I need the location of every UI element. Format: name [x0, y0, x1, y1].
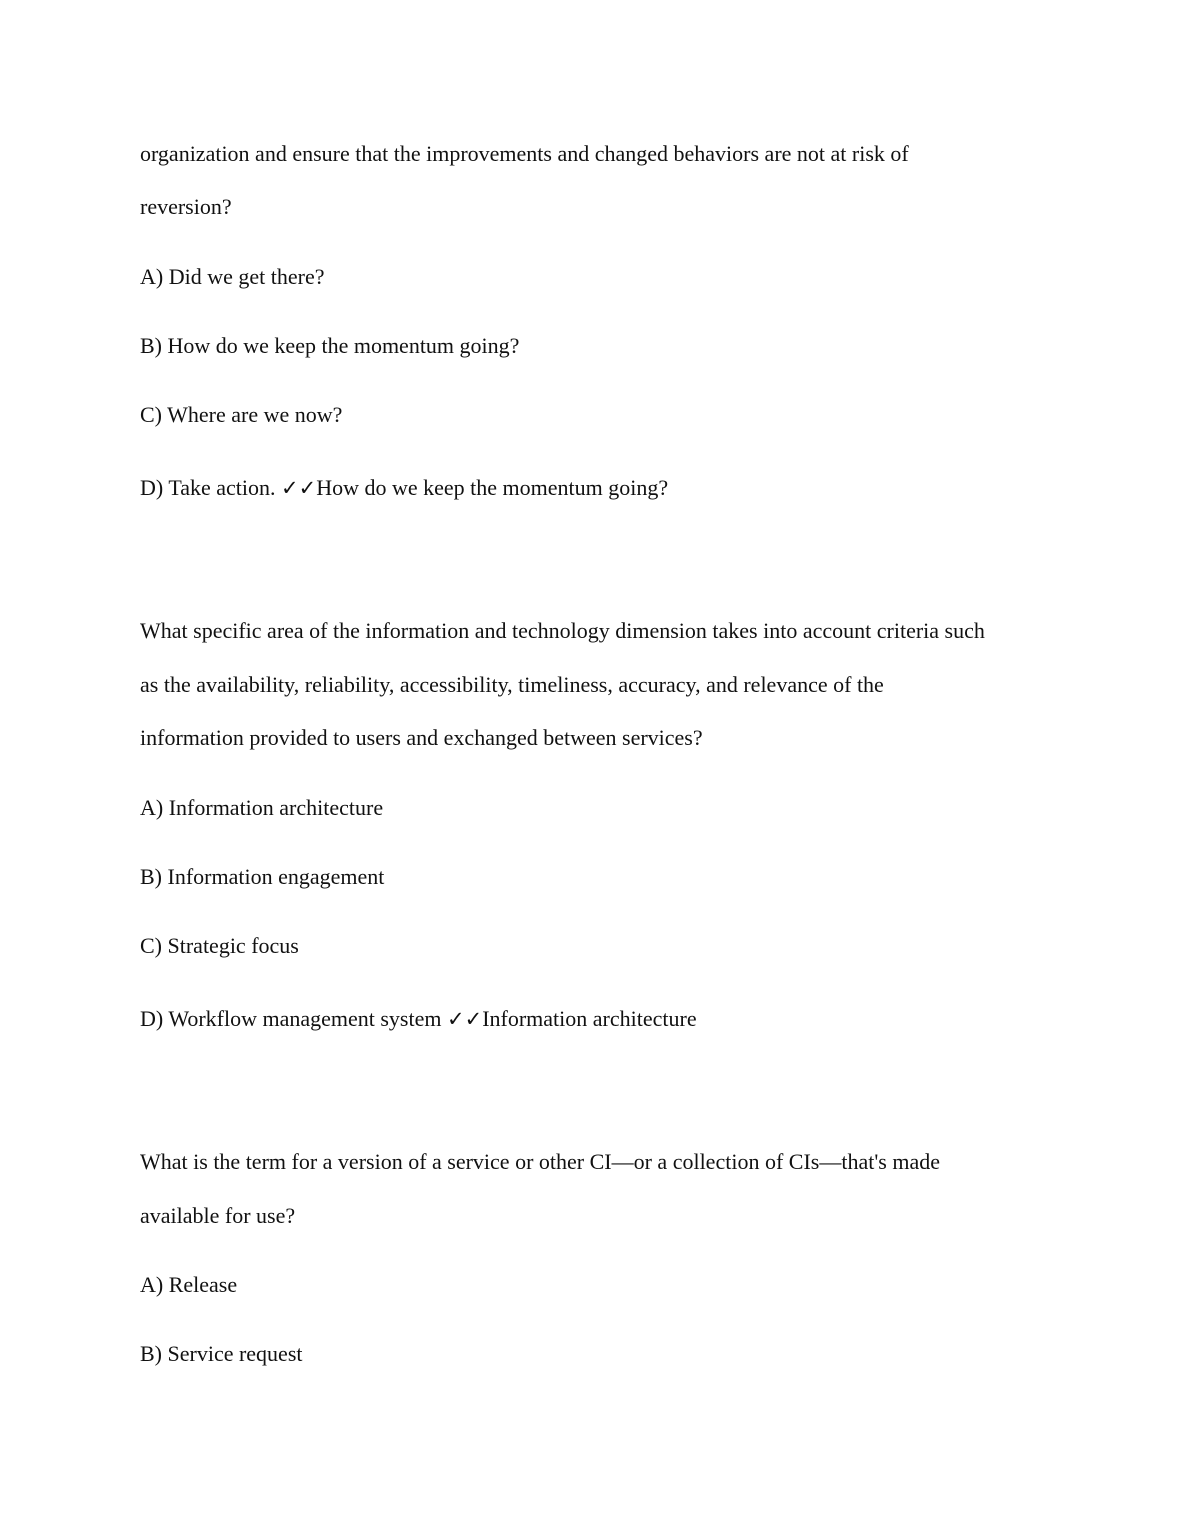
answer-option-c: C) Strategic focus — [140, 933, 299, 958]
answer-option-a: A) Information architecture — [140, 795, 384, 820]
question-stem-line: organization and ensure that the improvements and changed behaviors are not at risk of — [140, 141, 909, 166]
answer-option-a: A) Release — [140, 1272, 238, 1297]
answer-option-a: A) Did we get there? — [140, 264, 325, 289]
question-stem-line: available for use? — [140, 1203, 296, 1228]
question-stem-line: What specific area of the information and technology dimension takes into account criteria such — [140, 618, 985, 643]
answer-option-d-line — [140, 1006, 697, 1032]
question-stem-line: information provided to users and exchanged between services? — [140, 725, 703, 750]
question-stem-line: as the availability, reliability, accessibility, timeliness, accuracy, and relevance of the — [140, 672, 884, 697]
answer-option-d: D) Workflow management system — [140, 1006, 442, 1031]
correct-answer: Information architecture — [482, 1006, 697, 1031]
answer-option-b: B) Service request — [140, 1341, 303, 1366]
answer-option-b: B) Information engagement — [140, 864, 385, 889]
correct-answer: How do we keep the momentum going? — [316, 475, 669, 500]
question-stem-line: What is the term for a version of a service or other CI—or a collection of CIs—that's made — [140, 1149, 940, 1174]
question-stem-line: reversion? — [140, 194, 232, 219]
answer-option-d-line — [140, 475, 668, 501]
answer-option-c: C) Where are we now? — [140, 402, 343, 427]
answer-option-d: D) Take action. — [140, 475, 276, 500]
answer-option-b: B) How do we keep the momentum going? — [140, 333, 520, 358]
double-check-icon: ✓✓ — [281, 476, 317, 500]
double-check-icon: ✓✓ — [446, 1007, 483, 1031]
